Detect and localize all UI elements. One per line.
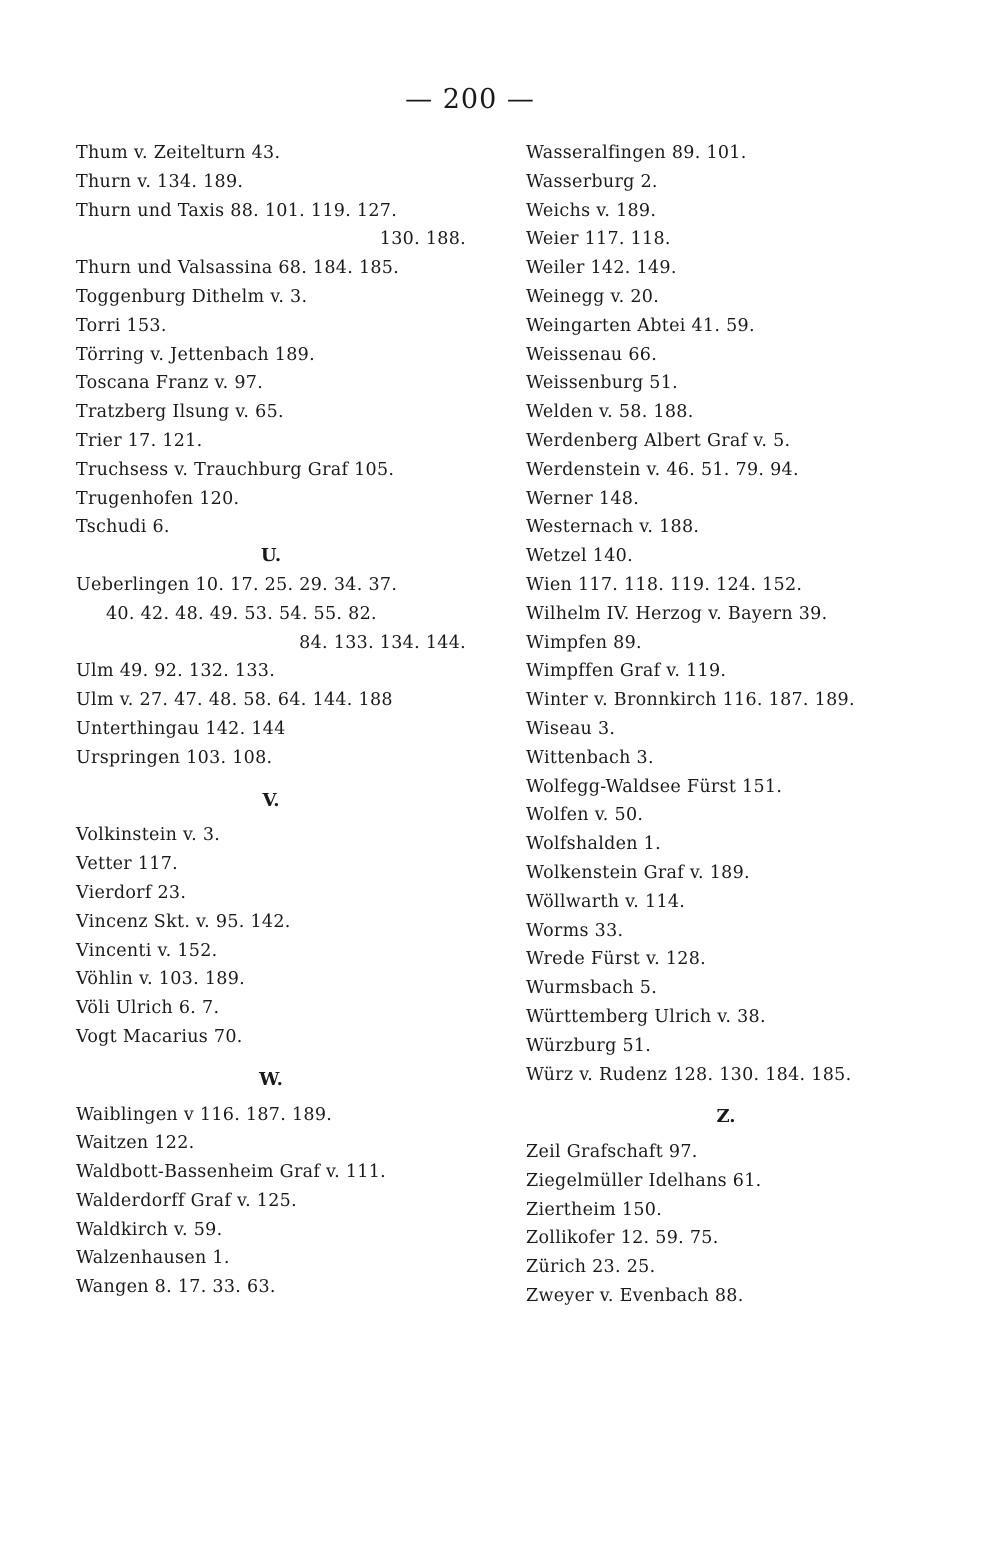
index-entry: Waldbott-Bassenheim Graf v. 111. (76, 1162, 386, 1183)
index-entry-continuation: 84. 133. 134. 144. (299, 632, 466, 653)
index-entry: Thurn v. 134. 189. (76, 171, 244, 192)
section-heading-v: V. (262, 789, 280, 811)
index-entry: Wolkenstein Graf v. 189. (526, 862, 750, 883)
index-entry: Thurn und Valsassina 68. 184. 185. (76, 258, 400, 279)
index-entry: Wolfen v. 50. (526, 805, 644, 826)
index-entry: Walzenhausen 1. (76, 1248, 230, 1269)
index-entry: Toscana Franz v. 97. (76, 373, 264, 394)
right-column (526, 139, 926, 1311)
index-entry: Waiblingen v 116. 187. 189. (76, 1104, 333, 1125)
index-entry: Wolfegg-Waldsee Fürst 151. (526, 776, 783, 797)
index-entry: Welden v. 58. 188. (526, 402, 694, 423)
index-entry: Werner 148. (526, 488, 640, 509)
index-entry: Unterthingau 142. 144 (76, 718, 286, 739)
index-entry: Weichs v. 189. (526, 200, 657, 221)
index-entry: Trugenhofen 120. (76, 488, 240, 509)
index-entry: Vincenti v. 152. (76, 940, 218, 961)
index-entry: Waitzen 122. (76, 1133, 195, 1154)
index-entry: Werdenberg Albert Graf v. 5. (526, 430, 791, 451)
index-entry: Tratzberg Ilsung v. 65. (76, 402, 284, 423)
index-entry: Ziegelmüller Idelhans 61. (526, 1170, 762, 1191)
index-entry: Vincenz Skt. v. 95. 142. (76, 911, 291, 932)
index-entry: Vetter 117. (76, 854, 179, 875)
section-heading-z: Z. (716, 1106, 736, 1128)
index-entry: Wiseau 3. (526, 718, 616, 739)
index-entry: Zollikofer 12. 59. 75. (526, 1228, 719, 1249)
index-entry: Törring v. Jettenbach 189. (76, 344, 315, 365)
index-entry: Wasseralfingen 89. 101. (526, 143, 747, 163)
index-entry: Würz v. Rudenz 128. 130. 184. 185. (526, 1064, 852, 1085)
index-entry: Ueberlingen 10. 17. 25. 29. 34. 37. (76, 574, 398, 595)
index-entry: Wimpffen Graf v. 119. (526, 661, 727, 682)
index-entry: Wilhelm IV. Herzog v. Bayern 39. (526, 603, 828, 624)
index-entry: Winter v. Bronnkirch 116. 187. 189. (526, 690, 855, 711)
index-entry: Ulm v. 27. 47. 48. 58. 64. 144. 188 (76, 690, 393, 711)
index-entry: Tschudi 6. (76, 517, 170, 538)
index-entry: Vogt Macarius 70. (76, 1026, 243, 1047)
index-entry: Vierdorf 23. (76, 882, 187, 903)
index-entry: Württemberg Ulrich v. 38. (526, 1006, 766, 1027)
index-entry: Wurmsbach 5. (526, 978, 658, 999)
index-entry: Trier 17. 121. (76, 430, 203, 451)
index-entry: Ziertheim 150. (526, 1199, 663, 1220)
index-entry: Truchsess v. Trauchburg Graf 105. (76, 459, 395, 480)
index-entry: Wolfshalden 1. (526, 834, 661, 855)
index-entry: Werdenstein v. 46. 51. 79. 94. (526, 459, 799, 480)
index-entry: Toggenburg Dithelm v. 3. (76, 286, 308, 307)
index-entry: Weingarten Abtei 41. 59. (526, 315, 755, 336)
index-entry: Zeil Grafschaft 97. (526, 1142, 698, 1163)
section-heading-u: U. (260, 545, 282, 567)
index-entry: Waldkirch v. 59. (76, 1219, 223, 1240)
index-entry: Wöllwarth v. 114. (526, 891, 686, 912)
index-entry: Weissenburg 51. (526, 373, 679, 394)
page-number: — 200 — (405, 84, 535, 115)
index-entry: Zweyer v. Evenbach 88. (526, 1286, 744, 1307)
index-entry: Urspringen 103. 108. (76, 747, 273, 768)
index-entry: Weinegg v. 20. (526, 286, 660, 307)
index-entry: Vöhlin v. 103. 189. (76, 969, 245, 990)
index-entry: Worms 33. (526, 920, 624, 941)
index-entry: Thurn und Taxis 88. 101. 119. 127. (76, 200, 398, 221)
index-entry: Wasserburg 2. (526, 171, 658, 192)
index-entry: Völi Ulrich 6. 7. (76, 998, 220, 1019)
index-entry: Volkinstein v. 3. (76, 825, 221, 846)
index-entry: Würzburg 51. (526, 1035, 652, 1056)
index-entry: Weiler 142. 149. (526, 258, 677, 279)
index-entry: Walderdorff Graf v. 125. (76, 1190, 297, 1211)
left-column (76, 139, 466, 1302)
index-entry: Wimpfen 89. (526, 632, 642, 653)
index-entry: Zürich 23. 25. (526, 1257, 656, 1278)
index-entry-continuation: 40. 42. 48. 49. 53. 54. 55. 82. (106, 603, 377, 624)
section-heading-w: W. (259, 1068, 283, 1090)
index-entry: Weier 117. 118. (526, 229, 671, 250)
index-entry: Westernach v. 188. (526, 517, 700, 538)
index-entry: Weissenau 66. (526, 344, 658, 365)
index-entry: Wittenbach 3. (526, 747, 654, 768)
index-entry: Wien 117. 118. 119. 124. 152. (526, 574, 803, 595)
index-entry: Wetzel 140. (526, 546, 633, 567)
index-entry: Ulm 49. 92. 132. 133. (76, 661, 276, 682)
index-entry-continuation: 130. 188. (379, 229, 466, 250)
index-entry: Torri 153. (76, 315, 167, 336)
index-entry: Wrede Fürst v. 128. (526, 949, 706, 970)
index-entry: Thum v. Zeitelturn 43. (76, 143, 281, 163)
index-entry: Wangen 8. 17. 33. 63. (76, 1277, 276, 1298)
